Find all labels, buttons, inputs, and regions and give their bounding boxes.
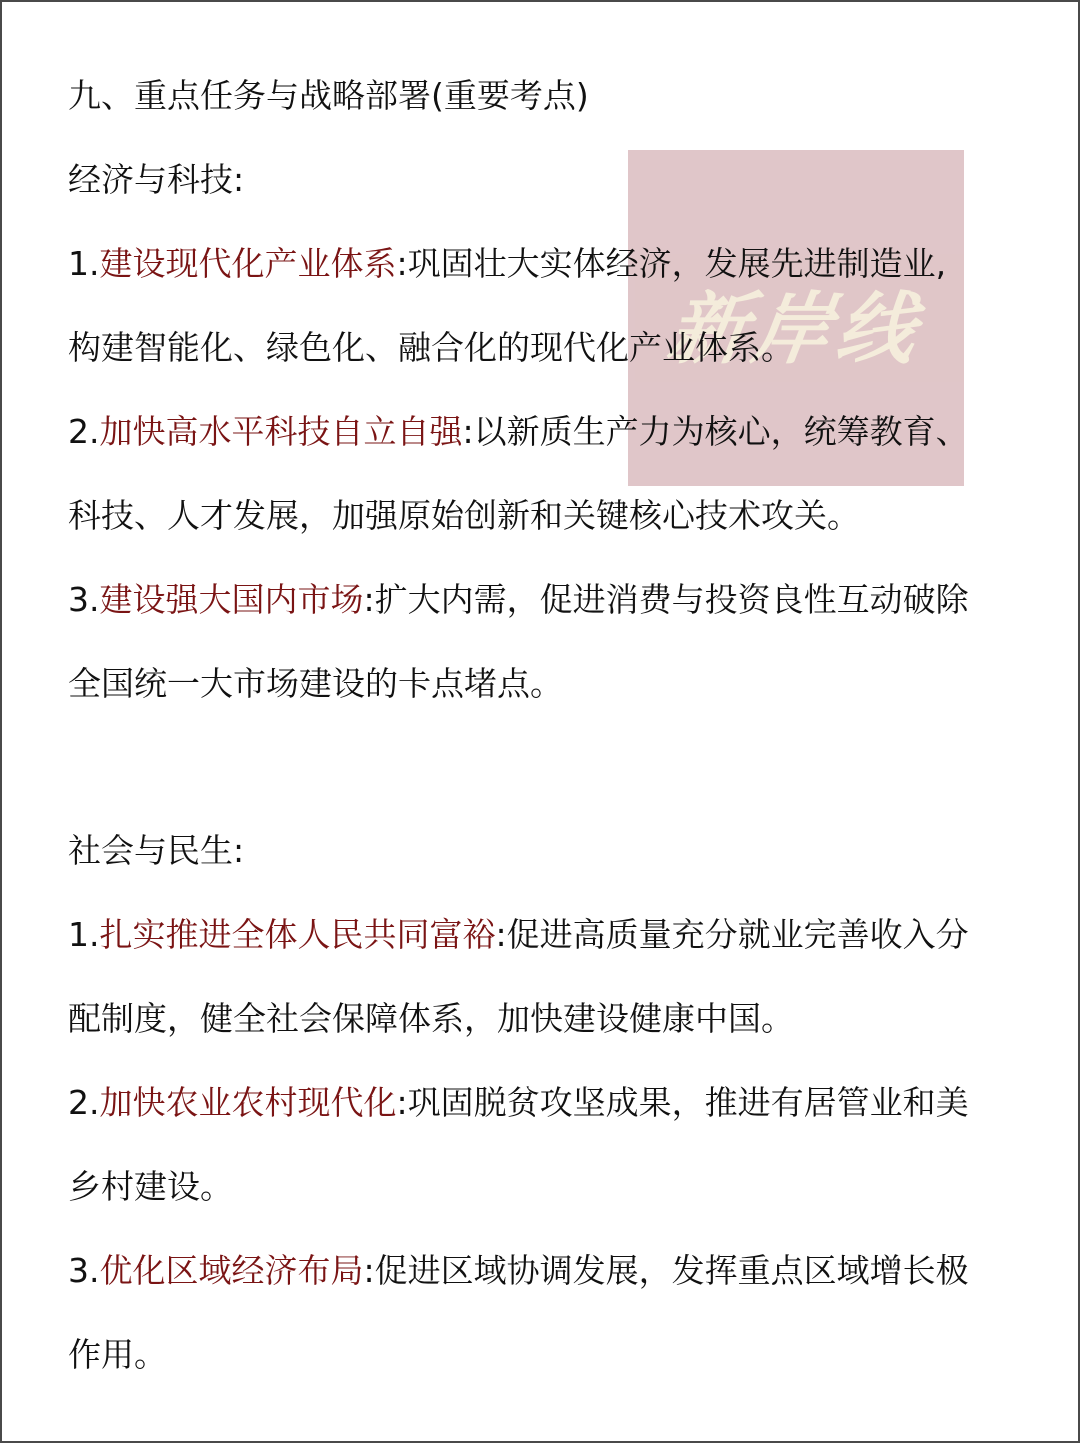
list-item-continuation: 全国统一大市场建设的卡点堵点。 xyxy=(68,664,563,703)
item-number: 3. xyxy=(68,580,100,619)
list-item-line xyxy=(68,580,969,620)
item-text: :以新质生产力为核心，统筹教育、 xyxy=(462,412,969,451)
item-text: :巩固壮大实体经济，发展先进制造业, xyxy=(396,244,947,283)
list-item-line xyxy=(68,244,946,284)
list-item-line xyxy=(68,915,969,955)
frame-top-border xyxy=(0,0,1080,2)
watermark-text: 新岸线 xyxy=(662,284,928,375)
item-text: :促进高质量充分就业完善收入分 xyxy=(495,915,969,954)
list-item-continuation: 配制度，健全社会保障体系，加快建设健康中国。 xyxy=(68,999,794,1038)
item-keyword: 建设强大国内市场 xyxy=(99,580,364,619)
frame-left-border xyxy=(0,0,2,1443)
item-number: 2. xyxy=(68,412,100,451)
item-number: 3. xyxy=(68,1251,100,1290)
item-number: 1. xyxy=(68,915,100,954)
item-number: 2. xyxy=(68,1083,100,1122)
list-item-line xyxy=(68,412,969,452)
list-item-line xyxy=(68,1083,969,1123)
item-text: :巩固脱贫攻坚成果，推进有居管业和美 xyxy=(396,1083,969,1122)
item-keyword: 加快高水平科技自立自强 xyxy=(99,412,463,451)
item-keyword: 优化区域经济布局 xyxy=(99,1251,364,1290)
item-text: :扩大内需，促进消费与投资良性互动破除 xyxy=(363,580,969,619)
item-keyword: 加快农业农村现代化 xyxy=(99,1083,397,1122)
list-item-line xyxy=(68,1251,969,1291)
list-item-continuation: 科技、人才发展，加强原始创新和关键核心技术攻关。 xyxy=(68,496,860,535)
item-number: 1. xyxy=(68,244,100,283)
list-item-continuation: 作用。 xyxy=(68,1335,167,1374)
page-title: 九、重点任务与战略部署(重要考点) xyxy=(68,76,589,115)
item-keyword: 建设现代化产业体系 xyxy=(99,244,397,283)
item-keyword: 扎实推进全体人民共同富裕 xyxy=(99,915,496,954)
section-heading-society: 社会与民生: xyxy=(68,831,245,870)
item-text: :促进区域协调发展，发挥重点区域增长极 xyxy=(363,1251,969,1290)
list-item-continuation: 构建智能化、绿色化、融合化的现代化产业体系。 xyxy=(68,328,794,367)
section-heading-economy: 经济与科技: xyxy=(68,160,245,199)
list-item-continuation: 乡村建设。 xyxy=(68,1167,233,1206)
